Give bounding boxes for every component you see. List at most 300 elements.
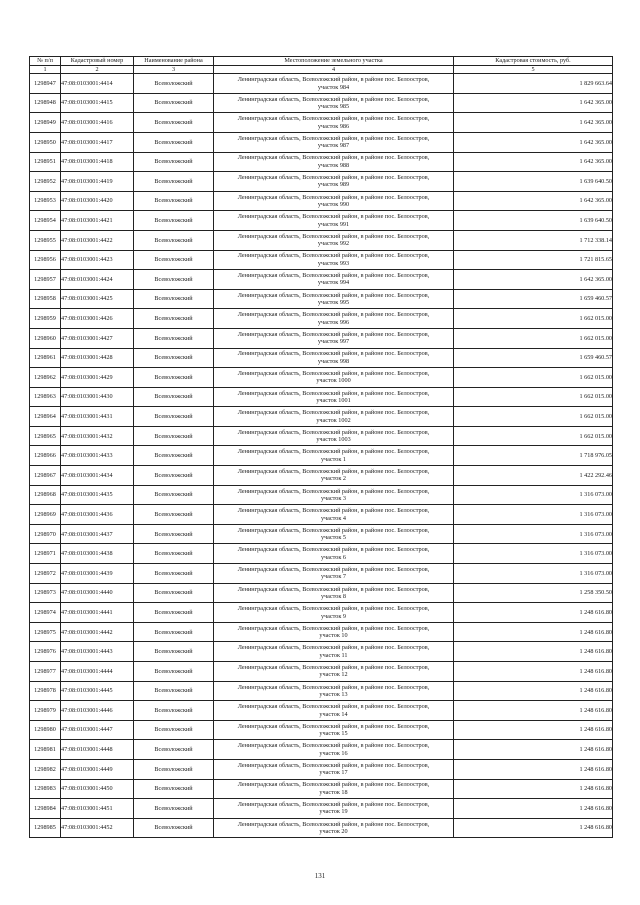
location-line: Ленинградская область, Всеволожский район, в районе пос. Белоостров, <box>237 174 430 182</box>
location-line: Ленинградская область, Всеволожский район, в районе пос. Белоостров, <box>237 350 430 358</box>
row-number: 1298973 <box>30 583 61 603</box>
table-row <box>30 152 613 172</box>
cadastral-number: 47:08:0103001:4451 <box>61 799 134 819</box>
cadastral-value: 1 248 616.80 <box>454 701 613 721</box>
table-row <box>30 93 613 113</box>
row-number: 1298976 <box>30 642 61 662</box>
table-row <box>30 701 613 721</box>
location-parcel: участок 16 <box>319 749 348 757</box>
cadastral-number: 47:08:0103001:4424 <box>61 270 134 290</box>
parcel-location <box>214 250 454 270</box>
location-line: Ленинградская область, Всеволожский район, в районе пос. Белоостров, <box>237 742 430 750</box>
parcel-location <box>214 446 454 466</box>
cadastral-number: 47:08:0103001:4414 <box>61 74 134 94</box>
location-parcel: участок 997 <box>317 338 350 346</box>
cadastral-number: 47:08:0103001:4429 <box>61 368 134 388</box>
table-row <box>30 407 613 427</box>
cadastral-value: 1 248 616.80 <box>454 740 613 760</box>
district-name: Всеволожский <box>134 348 214 368</box>
table-row <box>30 466 613 486</box>
row-number: 1298984 <box>30 799 61 819</box>
parcel-location <box>214 289 454 309</box>
cadastral-value: 1 248 616.80 <box>454 662 613 682</box>
location-line: Ленинградская область, Всеволожский район, в районе пос. Белоостров, <box>237 193 430 201</box>
header-num: № п/п <box>30 57 61 66</box>
table-row <box>30 387 613 407</box>
cadastral-number: 47:08:0103001:4447 <box>61 720 134 740</box>
location-parcel: участок 987 <box>317 142 350 150</box>
cadastral-number: 47:08:0103001:4439 <box>61 564 134 584</box>
location-parcel: участок 1000 <box>316 377 351 385</box>
location-line: Ленинградская область, Всеволожский район, в районе пос. Белоостров, <box>237 291 430 299</box>
location-line: Ленинградская область, Всеволожский район, в районе пос. Белоостров, <box>237 683 430 691</box>
cadastral-number: 47:08:0103001:4417 <box>61 132 134 152</box>
district-name: Всеволожский <box>134 132 214 152</box>
table-row <box>30 818 613 838</box>
row-number: 1298951 <box>30 152 61 172</box>
column-number: 1 <box>30 66 61 74</box>
table-row <box>30 720 613 740</box>
parcel-location <box>214 485 454 505</box>
row-number: 1298980 <box>30 720 61 740</box>
row-number: 1298962 <box>30 368 61 388</box>
table-row <box>30 230 613 250</box>
location-parcel: участок 986 <box>317 122 350 130</box>
district-name: Всеволожский <box>134 583 214 603</box>
district-name: Всеволожский <box>134 191 214 211</box>
location-parcel: участок 15 <box>319 730 348 738</box>
location-parcel: участок 1001 <box>316 397 351 404</box>
parcel-location <box>214 779 454 799</box>
location-parcel: участок 2 <box>320 475 347 483</box>
location-line: Ленинградская область, Всеволожский район, в районе пос. Белоостров, <box>237 389 430 397</box>
cadastral-value: 1 718 976.05 <box>454 446 613 466</box>
location-parcel: участок 985 <box>317 103 350 111</box>
table-row <box>30 603 613 623</box>
location-parcel: участок 984 <box>317 83 350 91</box>
cadastral-value: 1 639 640.50 <box>454 172 613 192</box>
location-line: Ленинградская область, Всеволожский район, в районе пос. Белоостров, <box>237 487 430 495</box>
table-row <box>30 328 613 348</box>
table-row <box>30 740 613 760</box>
cadastral-number: 47:08:0103001:4428 <box>61 348 134 368</box>
row-number: 1298966 <box>30 446 61 466</box>
cadastral-number: 47:08:0103001:4425 <box>61 289 134 309</box>
row-number: 1298985 <box>30 818 61 838</box>
table-row <box>30 309 613 329</box>
cadastral-value-table <box>29 56 613 838</box>
cadastral-value: 1 248 616.80 <box>454 799 613 819</box>
district-name: Всеволожский <box>134 230 214 250</box>
cadastral-number: 47:08:0103001:4442 <box>61 622 134 642</box>
location-line: Ленинградская область, Всеволожский район, в районе пос. Белоостров, <box>237 663 430 671</box>
parcel-location <box>214 622 454 642</box>
cadastral-value: 1 662 015.00 <box>454 309 613 329</box>
location-line: Ленинградская область, Всеволожский район, в районе пос. Белоостров, <box>237 409 430 417</box>
location-line: Ленинградская область, Всеволожский район, в районе пос. Белоостров, <box>237 76 430 84</box>
district-name: Всеволожский <box>134 446 214 466</box>
cadastral-value: 1 248 616.80 <box>454 642 613 662</box>
location-parcel: участок 5 <box>320 534 347 542</box>
location-parcel: участок 6 <box>320 553 347 561</box>
cadastral-number: 47:08:0103001:4419 <box>61 172 134 192</box>
location-parcel: участок 14 <box>319 710 348 718</box>
location-line: Ленинградская область, Всеволожский район, в районе пос. Белоостров, <box>237 95 430 103</box>
header-cadastral: Кадастровый номер <box>61 57 134 66</box>
cadastral-number: 47:08:0103001:4436 <box>61 505 134 525</box>
row-number: 1298982 <box>30 759 61 779</box>
cadastral-value: 1 659 460.57 <box>454 289 613 309</box>
location-parcel: участок 1002 <box>316 416 351 424</box>
table-row <box>30 622 613 642</box>
row-number: 1298947 <box>30 74 61 94</box>
district-name: Всеволожский <box>134 270 214 290</box>
parcel-location <box>214 701 454 721</box>
row-number: 1298948 <box>30 93 61 113</box>
location-line: Ленинградская область, Всеволожский район, в районе пос. Белоостров, <box>237 311 430 319</box>
parcel-location <box>214 564 454 584</box>
parcel-location <box>214 603 454 623</box>
cadastral-number: 47:08:0103001:4438 <box>61 544 134 564</box>
column-number: 5 <box>454 66 613 74</box>
row-number: 1298957 <box>30 270 61 290</box>
district-name: Всеволожский <box>134 681 214 701</box>
district-name: Всеволожский <box>134 759 214 779</box>
location-line: Ленинградская область, Всеволожский район, в районе пос. Белоостров, <box>237 565 430 573</box>
cadastral-value: 1 316 073.00 <box>454 524 613 544</box>
location-parcel: участок 989 <box>317 181 350 189</box>
district-name: Всеволожский <box>134 74 214 94</box>
parcel-location <box>214 759 454 779</box>
row-number: 1298954 <box>30 211 61 231</box>
table-row <box>30 583 613 603</box>
row-number: 1298963 <box>30 387 61 407</box>
district-name: Всеволожский <box>134 544 214 564</box>
district-name: Всеволожский <box>134 720 214 740</box>
parcel-location <box>214 662 454 682</box>
parcel-location <box>214 230 454 250</box>
location-parcel: участок 13 <box>319 690 348 698</box>
table-row <box>30 132 613 152</box>
location-line: Ленинградская область, Всеволожский район, в районе пос. Белоостров, <box>237 801 430 809</box>
cadastral-number: 47:08:0103001:4444 <box>61 662 134 682</box>
cadastral-value: 1 642 365.00 <box>454 93 613 113</box>
location-parcel: участок 12 <box>319 671 348 679</box>
district-name: Всеволожский <box>134 250 214 270</box>
table-row <box>30 250 613 270</box>
table-row <box>30 270 613 290</box>
location-parcel: участок 1 <box>320 455 347 463</box>
location-parcel: участок 10 <box>319 632 348 640</box>
cadastral-number: 47:08:0103001:4423 <box>61 250 134 270</box>
parcel-location <box>214 387 454 407</box>
location-line: Ленинградская область, Всеволожский район, в районе пос. Белоостров, <box>237 703 430 711</box>
location-parcel: участок 20 <box>319 828 348 836</box>
table-row <box>30 759 613 779</box>
cadastral-number: 47:08:0103001:4422 <box>61 230 134 250</box>
row-number: 1298949 <box>30 113 61 133</box>
row-number: 1298965 <box>30 426 61 446</box>
table-row <box>30 191 613 211</box>
cadastral-value: 1 248 616.80 <box>454 779 613 799</box>
location-parcel: участок 8 <box>320 592 347 600</box>
parcel-location <box>214 270 454 290</box>
table-row <box>30 172 613 192</box>
table-row <box>30 426 613 446</box>
parcel-location <box>214 524 454 544</box>
cadastral-number: 47:08:0103001:4431 <box>61 407 134 427</box>
cadastral-value: 1 248 616.80 <box>454 720 613 740</box>
cadastral-number: 47:08:0103001:4432 <box>61 426 134 446</box>
district-name: Всеволожский <box>134 485 214 505</box>
parcel-location <box>214 544 454 564</box>
location-line: Ленинградская область, Всеволожский район, в районе пос. Белоостров, <box>237 624 430 632</box>
cadastral-number: 47:08:0103001:4441 <box>61 603 134 623</box>
table-row <box>30 368 613 388</box>
cadastral-value: 1 248 616.80 <box>454 603 613 623</box>
cadastral-number: 47:08:0103001:4443 <box>61 642 134 662</box>
header-value: Кадастровая стоимость, руб. <box>454 57 613 66</box>
location-line: Ленинградская область, Всеволожский район, в районе пос. Белоостров, <box>237 467 430 475</box>
parcel-location <box>214 505 454 525</box>
parcel-location <box>214 191 454 211</box>
district-name: Всеволожский <box>134 309 214 329</box>
parcel-location <box>214 642 454 662</box>
row-number: 1298959 <box>30 309 61 329</box>
cadastral-value: 1 642 365.00 <box>454 270 613 290</box>
parcel-location <box>214 740 454 760</box>
district-name: Всеволожский <box>134 407 214 427</box>
table-row <box>30 524 613 544</box>
parcel-location <box>214 466 454 486</box>
district-name: Всеволожский <box>134 289 214 309</box>
cadastral-number: 47:08:0103001:4450 <box>61 779 134 799</box>
district-name: Всеволожский <box>134 799 214 819</box>
parcel-location <box>214 799 454 819</box>
column-number: 3 <box>134 66 214 74</box>
parcel-location <box>214 152 454 172</box>
cadastral-number: 47:08:0103001:4446 <box>61 701 134 721</box>
row-number: 1298970 <box>30 524 61 544</box>
cadastral-value: 1 642 365.00 <box>454 152 613 172</box>
table-row <box>30 779 613 799</box>
location-parcel: участок 3 <box>320 494 347 502</box>
row-number: 1298977 <box>30 662 61 682</box>
cadastral-number: 47:08:0103001:4427 <box>61 328 134 348</box>
location-line: Ленинградская область, Всеволожский район, в районе пос. Белоостров, <box>237 546 430 554</box>
parcel-location <box>214 328 454 348</box>
cadastral-value: 1 639 640.50 <box>454 211 613 231</box>
district-name: Всеволожский <box>134 740 214 760</box>
row-number: 1298971 <box>30 544 61 564</box>
cadastral-number: 47:08:0103001:4449 <box>61 759 134 779</box>
cadastral-number: 47:08:0103001:4421 <box>61 211 134 231</box>
row-number: 1298952 <box>30 172 61 192</box>
location-line: Ленинградская область, Всеволожский район, в районе пос. Белоостров, <box>237 330 430 338</box>
parcel-location <box>214 681 454 701</box>
cadastral-value: 1 422 292.46 <box>454 466 613 486</box>
cadastral-number: 47:08:0103001:4420 <box>61 191 134 211</box>
cadastral-value: 1 642 365.00 <box>454 113 613 133</box>
cadastral-value: 1 316 073.00 <box>454 485 613 505</box>
cadastral-value: 1 258 350.50 <box>454 583 613 603</box>
district-name: Всеволожский <box>134 113 214 133</box>
row-number: 1298956 <box>30 250 61 270</box>
row-number: 1298974 <box>30 603 61 623</box>
district-name: Всеволожский <box>134 662 214 682</box>
location-line: Ленинградская область, Всеволожский район, в районе пос. Белоостров, <box>237 585 430 593</box>
header-location: Местоположение земельного участка <box>214 57 454 66</box>
cadastral-number: 47:08:0103001:4440 <box>61 583 134 603</box>
district-name: Всеволожский <box>134 564 214 584</box>
column-number: 4 <box>214 66 454 74</box>
district-name: Всеволожский <box>134 642 214 662</box>
district-name: Всеволожский <box>134 152 214 172</box>
parcel-location <box>214 211 454 231</box>
table-row <box>30 662 613 682</box>
district-name: Всеволожский <box>134 466 214 486</box>
parcel-location <box>214 720 454 740</box>
location-parcel: участок 994 <box>317 279 350 287</box>
location-line: Ленинградская область, Всеволожский район, в районе пос. Белоостров, <box>237 115 430 123</box>
table-row <box>30 211 613 231</box>
location-line: Ленинградская область, Всеволожский район, в районе пос. Белоостров, <box>237 820 430 828</box>
location-parcel: участок 988 <box>317 161 350 169</box>
location-line: Ленинградская область, Всеволожский район, в районе пос. Белоостров, <box>237 232 430 240</box>
header-district: Наименование района <box>134 57 214 66</box>
cadastral-value: 1 712 338.14 <box>454 230 613 250</box>
cadastral-number: 47:08:0103001:4433 <box>61 446 134 466</box>
cadastral-value: 1 316 073.00 <box>454 564 613 584</box>
cadastral-number: 47:08:0103001:4415 <box>61 93 134 113</box>
parcel-location <box>214 583 454 603</box>
row-number: 1298961 <box>30 348 61 368</box>
district-name: Всеволожский <box>134 524 214 544</box>
location-line: Ленинградская область, Всеволожский район, в районе пос. Белоостров, <box>237 507 430 515</box>
location-parcel: участок 11 <box>319 651 348 659</box>
row-number: 1298972 <box>30 564 61 584</box>
location-parcel: участок 996 <box>317 318 350 326</box>
cadastral-number: 47:08:0103001:4430 <box>61 387 134 407</box>
parcel-location <box>214 309 454 329</box>
district-name: Всеволожский <box>134 328 214 348</box>
cadastral-number: 47:08:0103001:4445 <box>61 681 134 701</box>
row-number: 1298981 <box>30 740 61 760</box>
cadastral-value: 1 662 015.00 <box>454 407 613 427</box>
table-row <box>30 799 613 819</box>
cadastral-value: 1 662 015.00 <box>454 426 613 446</box>
district-name: Всеволожский <box>134 172 214 192</box>
cadastral-number: 47:08:0103001:4434 <box>61 466 134 486</box>
table-row <box>30 348 613 368</box>
table-row <box>30 642 613 662</box>
parcel-location <box>214 407 454 427</box>
cadastral-value: 1 662 015.00 <box>454 387 613 407</box>
row-number: 1298964 <box>30 407 61 427</box>
cadastral-value: 1 659 460.57 <box>454 348 613 368</box>
location-parcel: участок 17 <box>319 769 348 777</box>
district-name: Всеволожский <box>134 426 214 446</box>
page-number: 131 <box>314 872 326 880</box>
district-name: Всеволожский <box>134 818 214 838</box>
location-line: Ленинградская область, Всеволожский район, в районе пос. Белоостров, <box>237 428 430 436</box>
cadastral-value: 1 662 015.00 <box>454 328 613 348</box>
parcel-location <box>214 132 454 152</box>
district-name: Всеволожский <box>134 93 214 113</box>
table-row <box>30 681 613 701</box>
location-parcel: участок 9 <box>320 612 347 620</box>
cadastral-number: 47:08:0103001:4437 <box>61 524 134 544</box>
location-parcel: участок 991 <box>317 220 350 228</box>
table-row <box>30 113 613 133</box>
parcel-location <box>214 113 454 133</box>
parcel-location <box>214 348 454 368</box>
district-name: Всеволожский <box>134 505 214 525</box>
cadastral-value: 1 642 365.00 <box>454 132 613 152</box>
location-line: Ленинградская область, Всеволожский район, в районе пос. Белоостров, <box>237 605 430 613</box>
cadastral-value: 1 248 616.80 <box>454 818 613 838</box>
table-body <box>30 74 613 838</box>
table-row <box>30 505 613 525</box>
cadastral-value: 1 248 616.80 <box>454 622 613 642</box>
row-number: 1298979 <box>30 701 61 721</box>
location-parcel: участок 18 <box>319 788 348 796</box>
cadastral-number: 47:08:0103001:4418 <box>61 152 134 172</box>
parcel-location <box>214 172 454 192</box>
district-name: Всеволожский <box>134 622 214 642</box>
district-name: Всеволожский <box>134 211 214 231</box>
table-row <box>30 74 613 94</box>
row-number: 1298983 <box>30 779 61 799</box>
row-number: 1298953 <box>30 191 61 211</box>
cadastral-value: 1 316 073.00 <box>454 505 613 525</box>
cadastral-value: 1 316 073.00 <box>454 544 613 564</box>
row-number: 1298967 <box>30 466 61 486</box>
table-row <box>30 289 613 309</box>
district-name: Всеволожский <box>134 387 214 407</box>
row-number: 1298955 <box>30 230 61 250</box>
location-line: Ленинградская область, Всеволожский район, в районе пос. Белоостров, <box>237 526 430 534</box>
header-row <box>30 57 613 66</box>
cadastral-value: 1 662 015.00 <box>454 368 613 388</box>
cadastral-value: 1 721 815.65 <box>454 250 613 270</box>
table-row <box>30 446 613 466</box>
cadastral-number: 47:08:0103001:4426 <box>61 309 134 329</box>
district-name: Всеволожский <box>134 368 214 388</box>
location-parcel: участок 7 <box>320 573 347 581</box>
column-number: 2 <box>61 66 134 74</box>
district-name: Всеволожский <box>134 701 214 721</box>
row-number: 1298978 <box>30 681 61 701</box>
row-number: 1298958 <box>30 289 61 309</box>
location-parcel: участок 998 <box>317 357 350 365</box>
cadastral-value: 1 829 663.64 <box>454 74 613 94</box>
location-parcel: участок 19 <box>319 808 348 816</box>
table-row <box>30 544 613 564</box>
parcel-location <box>214 93 454 113</box>
row-number: 1298975 <box>30 622 61 642</box>
location-line: Ленинградская область, Всеволожский район, в районе пос. Белоостров, <box>237 761 430 769</box>
location-parcel: участок 992 <box>317 240 350 248</box>
location-line: Ленинградская область, Всеволожский район, в районе пос. Белоостров, <box>237 134 430 142</box>
parcel-location <box>214 818 454 838</box>
cadastral-value: 1 248 616.80 <box>454 759 613 779</box>
parcel-location <box>214 426 454 446</box>
location-line: Ленинградская область, Всеволожский район, в районе пос. Белоостров, <box>237 272 430 280</box>
row-number: 1298950 <box>30 132 61 152</box>
district-name: Всеволожский <box>134 603 214 623</box>
location-parcel: участок 1003 <box>316 436 351 444</box>
